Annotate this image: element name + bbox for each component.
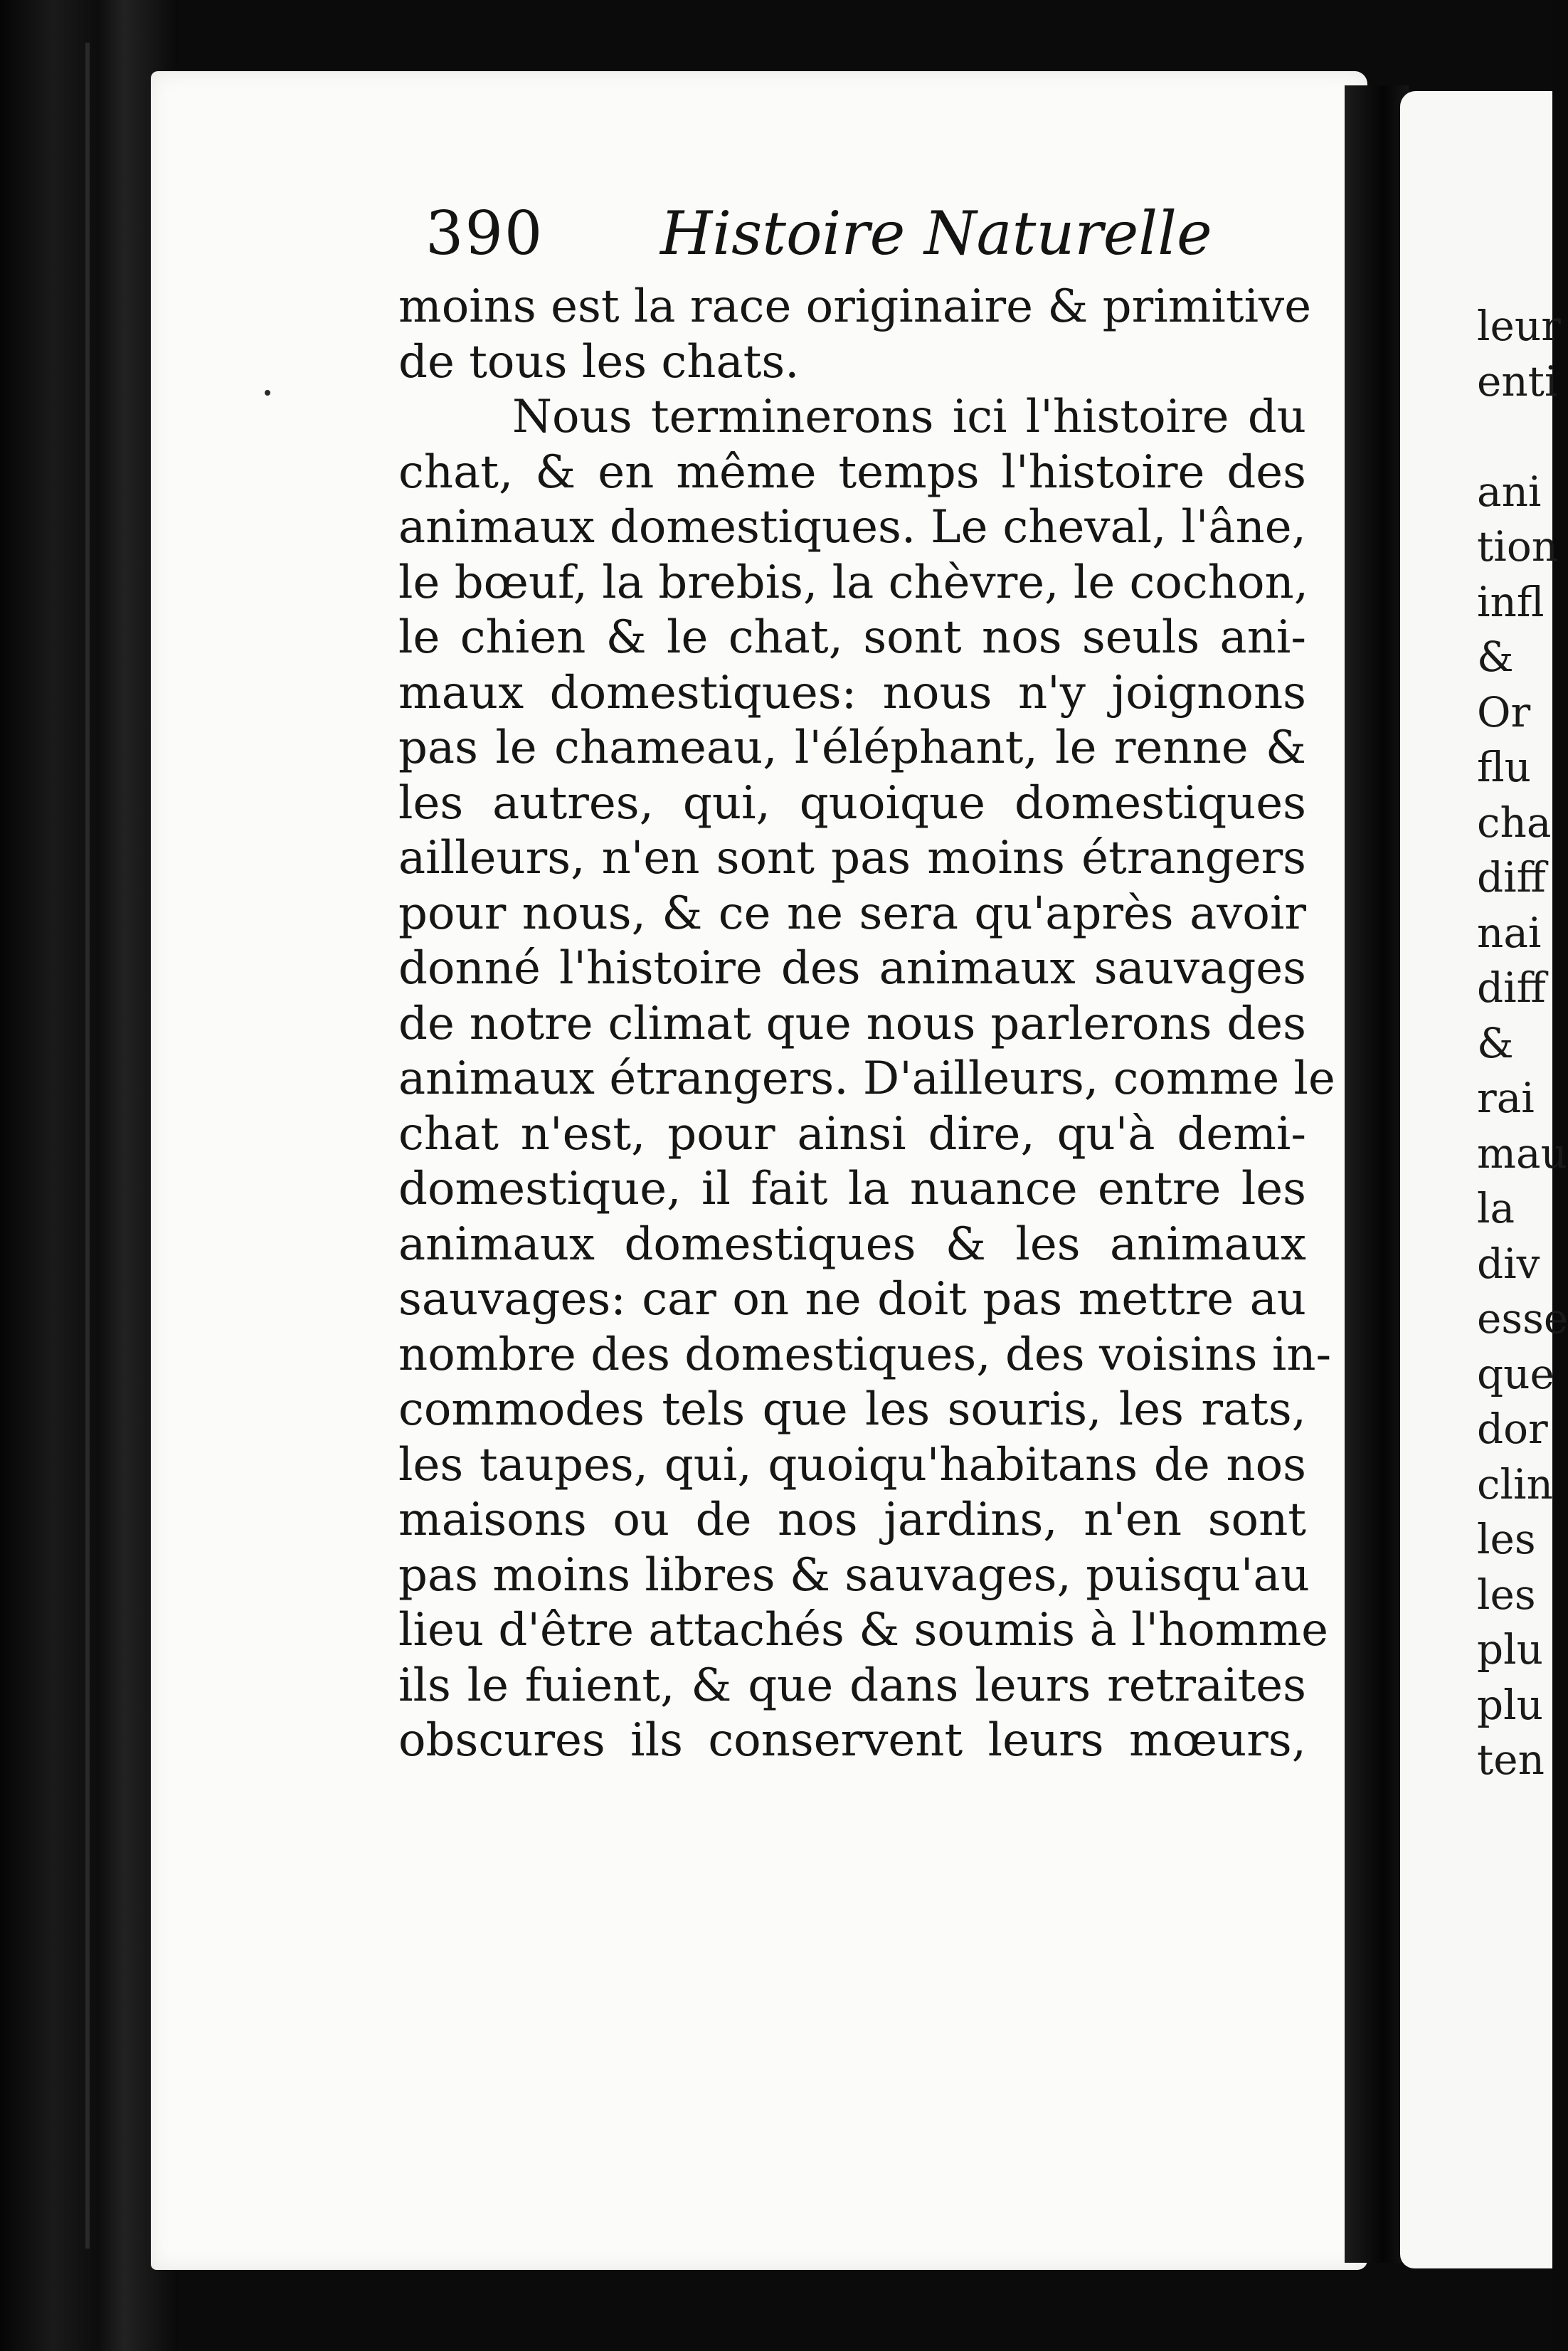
body-text (398, 280, 1335, 1769)
binding-edge (85, 43, 90, 2249)
facing-line: ten (1477, 1735, 1545, 1784)
facing-line: rai (1477, 1074, 1535, 1122)
text-line: animaux étrangers. D'ailleurs, comme le (398, 1052, 1335, 1105)
facing-line: cha (1477, 798, 1552, 847)
facing-line: tion (1477, 522, 1559, 571)
text-line: lieu d'être attachés & soumis à l'homme (398, 1604, 1329, 1657)
text-line: commodes tels que les souris, les rats, (398, 1383, 1306, 1436)
facing-line: div (1477, 1239, 1540, 1288)
text-line: moins est la race originaire & primitive (398, 280, 1312, 333)
text-line: obscures ils conservent leurs mœurs, (398, 1714, 1306, 1767)
text-line: domestique, il fait la nuance entre les (398, 1163, 1306, 1215)
running-title: Histoire Naturelle (660, 199, 1212, 268)
text-line: chat, & en même temps l'histoire des (398, 445, 1306, 499)
facing-line: les (1477, 1570, 1536, 1619)
text-line: de notre climat que nous parlerons des (398, 997, 1306, 1050)
facing-line: que (1477, 1349, 1554, 1398)
text-line: Nous terminerons ici l'histoire du (512, 391, 1306, 443)
facing-line: plu (1477, 1625, 1544, 1674)
facing-line: enti (1477, 356, 1558, 406)
text-line: nombre des domestiques, des voisins in- (398, 1328, 1332, 1381)
text-line: ils le fuient, & que dans leurs retraites (398, 1659, 1306, 1712)
facing-line: les (1477, 1515, 1536, 1563)
text-line: ailleurs, n'en sont pas moins étrangers (398, 832, 1306, 884)
facing-line: infl (1477, 577, 1545, 626)
facing-page-text (1477, 299, 1568, 1788)
facing-line: flu (1477, 743, 1532, 791)
facing-line: diff (1477, 853, 1546, 902)
text-line: pas moins libres & sauvages, puisqu'au (398, 1548, 1310, 1602)
text-line: chat n'est, pour ainsi dire, qu'à demi- (398, 1107, 1306, 1161)
text-line: le chien & le chat, sont nos seuls ani- (398, 611, 1306, 664)
text-line: pas le chameau, l'éléphant, le renne & (398, 722, 1306, 774)
page-gutter (1345, 85, 1409, 2263)
facing-line: dor (1477, 1405, 1548, 1453)
facing-line: Or (1477, 687, 1531, 736)
text-line: donné l'histoire des animaux sauvages (398, 942, 1306, 995)
text-line: pour nous, & ce ne sera qu'après avoir (398, 887, 1306, 940)
text-line: animaux domestiques. Le cheval, l'âne, (398, 501, 1306, 554)
facing-line: nai (1477, 908, 1542, 957)
facing-line: la (1477, 1184, 1515, 1232)
running-head (425, 191, 1279, 276)
facing-line (1477, 409, 1555, 465)
text-line: maisons ou de nos jardins, n'en sont (398, 1494, 1306, 1546)
text-line: les taupes, qui, quoiqu'habitans de nos (398, 1438, 1306, 1491)
text-line: sauvages: car on ne doit pas mettre au (398, 1273, 1306, 1326)
facing-line: esse (1477, 1294, 1568, 1343)
facing-line: ani (1477, 467, 1542, 516)
facing-line: plu (1477, 1680, 1544, 1729)
ink-speck (265, 390, 270, 396)
facing-line: diff (1477, 963, 1546, 1012)
text-line: de tous les chats. (398, 335, 800, 389)
facing-line: & (1477, 633, 1514, 681)
facing-line: & (1477, 1018, 1514, 1067)
text-line: animaux domestiques & les animaux (398, 1217, 1306, 1271)
facing-line: leur (1477, 302, 1561, 350)
facing-line: mau (1477, 1129, 1567, 1178)
facing-line: clin (1477, 1459, 1553, 1509)
text-line: le bœuf, la brebis, la chèvre, le cochon, (398, 556, 1309, 609)
text-line: maux domestiques: nous n'y joignons (398, 666, 1306, 719)
page-number: 390 (425, 199, 544, 268)
text-line: les autres, qui, quoique domestiques (398, 776, 1306, 830)
